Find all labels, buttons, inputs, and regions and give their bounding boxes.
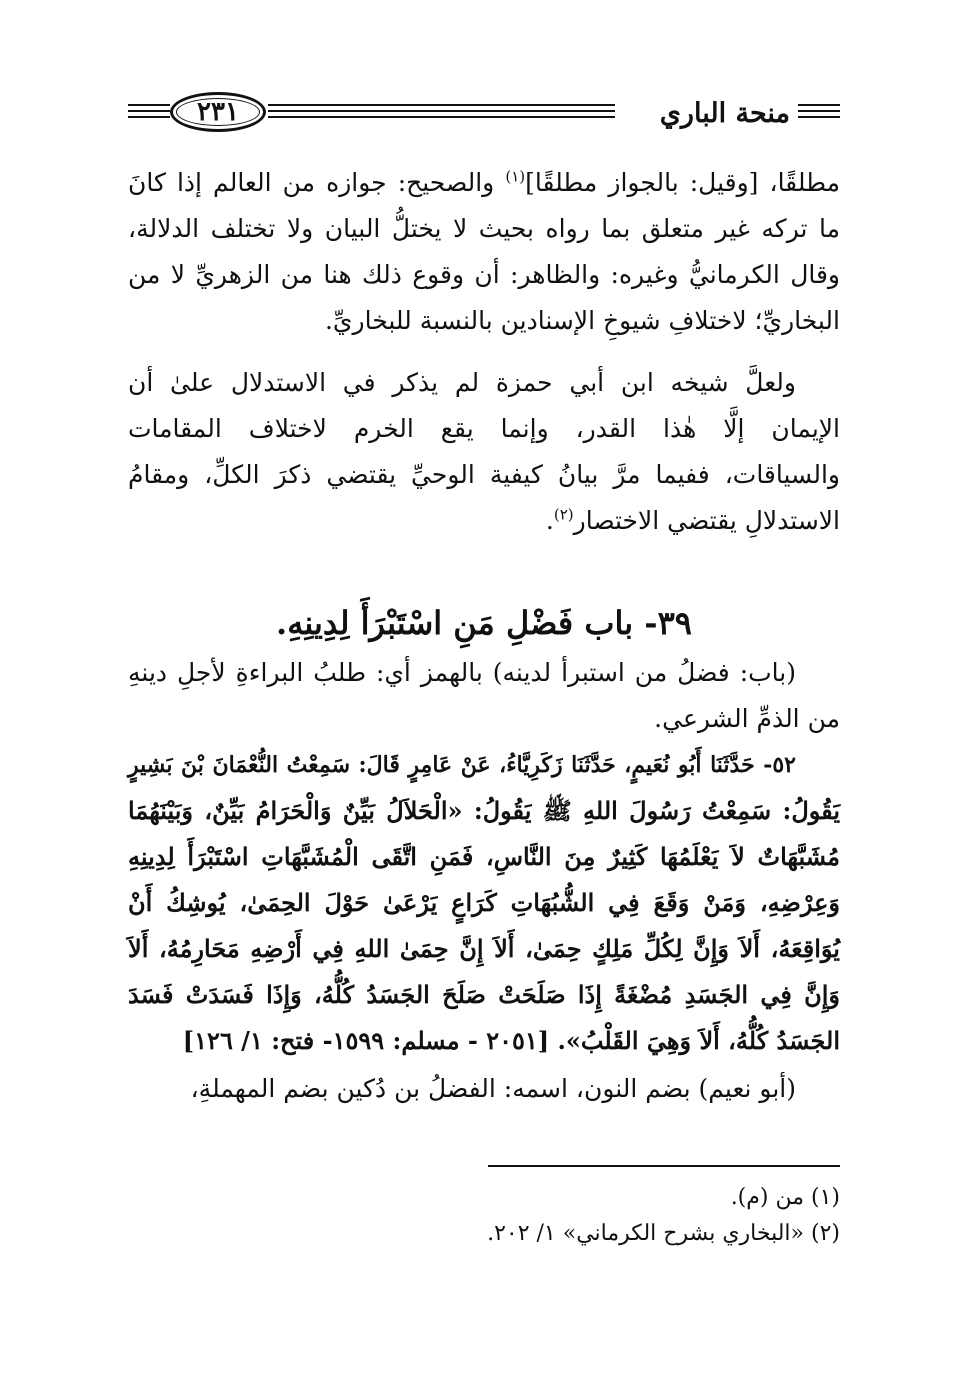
text-line: من الذمِّ الشرعي.	[654, 704, 840, 733]
header-rule-middle	[268, 104, 615, 118]
header-rule-right	[798, 104, 840, 118]
text-line: البخاريِّ؛ لاختلافِ شيوخِ الإسنادين بالنسبة للبخاريِّ.	[324, 306, 840, 335]
text-line: (باب: فضلُ من استبرأ لدينه) بالهمز أي: طلبُ البراءةِ لأجلِ دينهِ	[128, 658, 796, 687]
text-line: مطلقًا، [وقيل: بالجواز مطلقًا]$^{(١)}$ والصحيح: جوازه من العالم إذا كانَ	[128, 167, 841, 197]
text-line: (أبو نعيم) بضم النون، اسمه: الفضلُ بن دُكين بضم المهملةِ،	[190, 1074, 796, 1103]
text-line: وَعِرْضِهِ، وَمَنْ وَقَعَ فِي الشُّبُهَاتِ كَرَاعٍ يَرْعَىٰ حَوْلَ الحِمَىٰ، يُوشِكُ أَنْ	[128, 888, 840, 917]
paragraph-1	[128, 160, 840, 344]
text-line: الإيمان إلَّا هٰذا القدر، وإنما يقع الخرم لاختلاف المقامات	[128, 414, 840, 443]
text-line: ما تركه غير متعلق بما رواه بحيث لا يختلُّ البيان ولا تختلف الدلالة،	[128, 214, 840, 243]
footnote-separator	[488, 1165, 840, 1167]
text-line: ٥٢- حَدَّثَنَا أَبُو نُعَيمٍ، حَدَّثَنَا زَكَرِيَّاءُ، عَنْ عَامِرٍ قَالَ: سَمِعْتُ النُّعْمَانَ بْنَ بَشِيرٍ	[128, 752, 796, 778]
header-rule-left	[128, 104, 170, 118]
text-line: ولعلَّ شيخه ابن أبي حمزة لم يذكر في الاستدلال علىٰ أن	[128, 368, 796, 397]
text-line: يَقُولُ: سَمِعْتُ رَسُولَ اللهِ ﷺ يَقُولُ: «الْحَلاَلُ بَيِّنٌ وَالْحَرَامُ بَيِّنٌ، وَبَيْنَهُمَا	[128, 796, 840, 825]
text-line: يُوَاقِعَهُ، أَلاَ وَإِنَّ لِكُلِّ مَلِكٍ حِمَىٰ، أَلاَ إِنَّ حِمَىٰ اللهِ فِي أَرْضِهِ مَحَارِمُهُ، أَلاَ	[128, 934, 840, 963]
text-line: وَإِنَّ فِي الجَسَدِ مُضْغَةً إِذَا صَلَحَتْ صَلَحَ الجَسَدُ كُلُّهُ، وَإِذَا فَسَدَتْ فَسَدَ	[128, 980, 840, 1009]
chapter-explanation	[128, 650, 840, 742]
hadith-text	[128, 742, 840, 1064]
text-line: الجَسَدُ كُلُّهُ، أَلاَ وَهِيَ القَلْبُ». [٢٠٥١ - مسلم: ١٥٩٩- فتح: ١/ ١٢٦]	[182, 1026, 840, 1055]
text-line: الاستدلالِ يقتضي الاختصار$^{(٢)}$.	[545, 505, 840, 535]
footnote-ref-2: (٢)	[553, 505, 574, 524]
footnote-1: (١) من (م).	[730, 1185, 840, 1210]
footnote-2: (٢) «البخاري بشرح الكرماني» ١/ ٢٠٢.	[487, 1221, 840, 1246]
page-number: ٢٣١	[170, 92, 266, 132]
text-line: وقال الكرمانيُّ وغيره: والظاهر: أن وقوع ذلك هنا من الزهريِّ لا من	[128, 260, 840, 289]
chapter-heading: ٣٩- باب فَضْلِ مَنِ اسْتَبْرَأَ لِدِينِهِ.	[276, 604, 692, 642]
text-line: مُشَبَّهَاتٌ لاَ يَعْلَمُهَا كَثِيرٌ مِنَ النَّاسِ، فَمَنِ اتَّقَى الْمُشَبَّهَاتِ اسْتَبْرَأَ لِدِينِهِ	[128, 842, 840, 871]
page-header	[128, 92, 840, 142]
footnotes	[128, 1180, 840, 1252]
footnote-ref-1: (١)	[505, 167, 526, 186]
paragraph-2	[128, 360, 840, 544]
commentary	[128, 1066, 840, 1112]
text-line: والسياقات، ففيما مرَّ بيانُ كيفية الوحيِّ يقتضي ذكرَ الكلِّ، ومقامُ	[128, 460, 840, 489]
running-title: منحة الباري	[659, 98, 790, 129]
